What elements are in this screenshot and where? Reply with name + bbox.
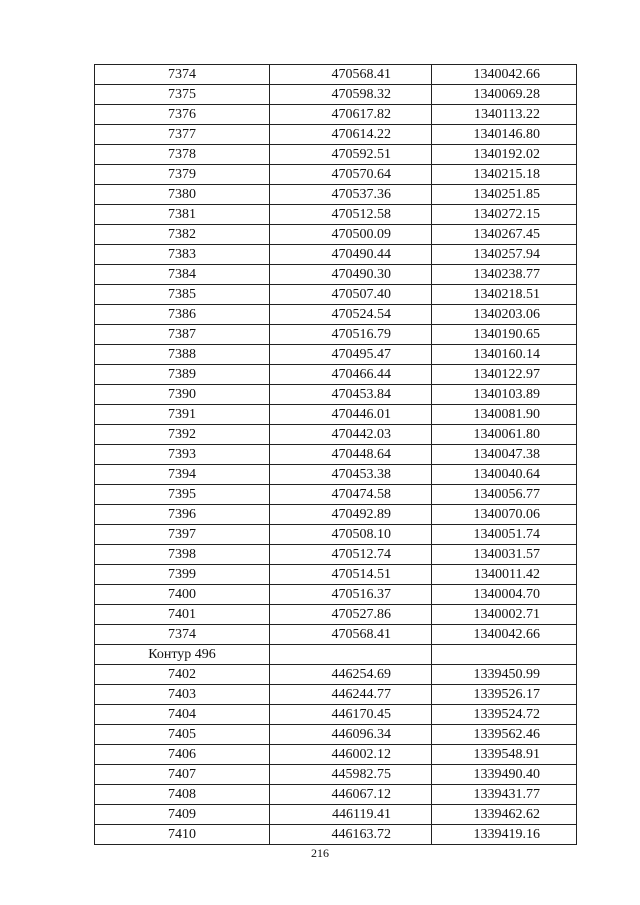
table-row bbox=[95, 665, 577, 685]
y-coordinate-cell: 1340251.85 bbox=[432, 185, 577, 205]
x-coordinate-cell: 470508.10 bbox=[270, 525, 432, 545]
y-coordinate-cell: 1340218.51 bbox=[432, 285, 577, 305]
y-coordinate-cell: 1340002.71 bbox=[432, 605, 577, 625]
table-row bbox=[95, 205, 577, 225]
x-coordinate-cell: 470537.36 bbox=[270, 185, 432, 205]
x-coordinate-cell: 470453.38 bbox=[270, 465, 432, 485]
point-id-cell: 7402 bbox=[95, 665, 270, 685]
y-coordinate-cell: 1340238.77 bbox=[432, 265, 577, 285]
x-coordinate-cell: 470570.64 bbox=[270, 165, 432, 185]
x-coordinate-cell: 446067.12 bbox=[270, 785, 432, 805]
point-id-cell: 7389 bbox=[95, 365, 270, 385]
point-id-cell: 7384 bbox=[95, 265, 270, 285]
point-id-cell: 7378 bbox=[95, 145, 270, 165]
x-coordinate-cell: 470490.44 bbox=[270, 245, 432, 265]
y-coordinate-cell: 1339490.40 bbox=[432, 765, 577, 785]
y-coordinate-cell: 1340051.74 bbox=[432, 525, 577, 545]
table-row bbox=[95, 225, 577, 245]
point-id-cell: 7394 bbox=[95, 465, 270, 485]
point-id-cell: 7400 bbox=[95, 585, 270, 605]
y-coordinate-cell: 1340267.45 bbox=[432, 225, 577, 245]
page-number: 216 bbox=[311, 846, 329, 860]
y-coordinate-cell: 1340146.80 bbox=[432, 125, 577, 145]
x-coordinate-cell: 470568.41 bbox=[270, 65, 432, 85]
x-coordinate-cell: 470514.51 bbox=[270, 565, 432, 585]
table-row bbox=[95, 525, 577, 545]
y-coordinate-cell: 1340047.38 bbox=[432, 445, 577, 465]
point-id-cell: 7410 bbox=[95, 825, 270, 845]
table-row bbox=[95, 125, 577, 145]
y-coordinate-cell: 1340040.64 bbox=[432, 465, 577, 485]
coordinates-table bbox=[94, 64, 577, 845]
table-row bbox=[95, 305, 577, 325]
y-coordinate-cell: 1340160.14 bbox=[432, 345, 577, 365]
point-id-cell: 7392 bbox=[95, 425, 270, 445]
x-coordinate-cell: 470500.09 bbox=[270, 225, 432, 245]
table-row bbox=[95, 485, 577, 505]
point-id-cell: 7403 bbox=[95, 685, 270, 705]
table-row bbox=[95, 585, 577, 605]
point-id-cell: 7381 bbox=[95, 205, 270, 225]
point-id-cell: 7409 bbox=[95, 805, 270, 825]
point-id-cell: 7390 bbox=[95, 385, 270, 405]
y-coordinate-cell: 1340042.66 bbox=[432, 625, 577, 645]
y-coordinate-cell: 1339526.17 bbox=[432, 685, 577, 705]
point-id-cell: 7374 bbox=[95, 65, 270, 85]
point-id-cell: 7388 bbox=[95, 345, 270, 365]
x-coordinate-cell: 470507.40 bbox=[270, 285, 432, 305]
x-coordinate-cell: 470512.58 bbox=[270, 205, 432, 225]
point-id-cell: 7391 bbox=[95, 405, 270, 425]
table-row bbox=[95, 165, 577, 185]
point-id-cell: 7395 bbox=[95, 485, 270, 505]
x-coordinate-cell: 470448.64 bbox=[270, 445, 432, 465]
point-id-cell: 7405 bbox=[95, 725, 270, 745]
y-coordinate-cell: 1339548.91 bbox=[432, 745, 577, 765]
point-id-cell: 7399 bbox=[95, 565, 270, 585]
point-id-cell: 7385 bbox=[95, 285, 270, 305]
table-row bbox=[95, 465, 577, 485]
x-coordinate-cell: 446244.77 bbox=[270, 685, 432, 705]
table-row bbox=[95, 725, 577, 745]
x-coordinate-cell: 470490.30 bbox=[270, 265, 432, 285]
x-coordinate-cell: 470453.84 bbox=[270, 385, 432, 405]
y-coordinate-cell: 1340042.66 bbox=[432, 65, 577, 85]
x-coordinate-cell: 470524.54 bbox=[270, 305, 432, 325]
point-id-cell: 7377 bbox=[95, 125, 270, 145]
y-coordinate-cell: 1339562.46 bbox=[432, 725, 577, 745]
table-row bbox=[95, 705, 577, 725]
point-id-cell: 7404 bbox=[95, 705, 270, 725]
x-coordinate-cell: 446163.72 bbox=[270, 825, 432, 845]
point-id-cell: 7406 bbox=[95, 745, 270, 765]
table-row bbox=[95, 105, 577, 125]
x-coordinate-cell: 470516.37 bbox=[270, 585, 432, 605]
y-coordinate-cell: 1339524.72 bbox=[432, 705, 577, 725]
point-id-cell: 7393 bbox=[95, 445, 270, 465]
point-id-cell: 7376 bbox=[95, 105, 270, 125]
table-row bbox=[95, 625, 577, 645]
empty-cell bbox=[270, 645, 432, 665]
point-id-cell: 7397 bbox=[95, 525, 270, 545]
y-coordinate-cell: 1340190.65 bbox=[432, 325, 577, 345]
coordinates-table-body bbox=[95, 65, 577, 845]
table-row bbox=[95, 245, 577, 265]
x-coordinate-cell: 470466.44 bbox=[270, 365, 432, 385]
y-coordinate-cell: 1340069.28 bbox=[432, 85, 577, 105]
y-coordinate-cell: 1339431.77 bbox=[432, 785, 577, 805]
table-row bbox=[95, 325, 577, 345]
point-id-cell: 7380 bbox=[95, 185, 270, 205]
x-coordinate-cell: 470598.32 bbox=[270, 85, 432, 105]
table-row bbox=[95, 85, 577, 105]
y-coordinate-cell: 1340081.90 bbox=[432, 405, 577, 425]
point-id-cell: 7379 bbox=[95, 165, 270, 185]
table-row bbox=[95, 805, 577, 825]
x-coordinate-cell: 470492.89 bbox=[270, 505, 432, 525]
x-coordinate-cell: 470512.74 bbox=[270, 545, 432, 565]
table-row bbox=[95, 765, 577, 785]
table-row bbox=[95, 545, 577, 565]
x-coordinate-cell: 470617.82 bbox=[270, 105, 432, 125]
x-coordinate-cell: 470474.58 bbox=[270, 485, 432, 505]
table-row bbox=[95, 405, 577, 425]
point-id-cell: 7398 bbox=[95, 545, 270, 565]
table-row bbox=[95, 605, 577, 625]
y-coordinate-cell: 1340215.18 bbox=[432, 165, 577, 185]
point-id-cell: 7408 bbox=[95, 785, 270, 805]
x-coordinate-cell: 446254.69 bbox=[270, 665, 432, 685]
table-row bbox=[95, 365, 577, 385]
table-row bbox=[95, 425, 577, 445]
x-coordinate-cell: 470495.47 bbox=[270, 345, 432, 365]
point-id-cell: 7386 bbox=[95, 305, 270, 325]
x-coordinate-cell: 470442.03 bbox=[270, 425, 432, 445]
x-coordinate-cell: 470527.86 bbox=[270, 605, 432, 625]
table-row bbox=[95, 825, 577, 845]
table-row bbox=[95, 565, 577, 585]
y-coordinate-cell: 1340061.80 bbox=[432, 425, 577, 445]
y-coordinate-cell: 1340070.06 bbox=[432, 505, 577, 525]
y-coordinate-cell: 1340004.70 bbox=[432, 585, 577, 605]
y-coordinate-cell: 1339462.62 bbox=[432, 805, 577, 825]
y-coordinate-cell: 1339450.99 bbox=[432, 665, 577, 685]
y-coordinate-cell: 1340031.57 bbox=[432, 545, 577, 565]
table-row bbox=[95, 285, 577, 305]
point-id-cell: 7383 bbox=[95, 245, 270, 265]
table-row bbox=[95, 445, 577, 465]
table-row bbox=[95, 185, 577, 205]
empty-cell bbox=[432, 645, 577, 665]
table-row bbox=[95, 785, 577, 805]
x-coordinate-cell: 446096.34 bbox=[270, 725, 432, 745]
point-id-cell: 7374 bbox=[95, 625, 270, 645]
table-row bbox=[95, 505, 577, 525]
y-coordinate-cell: 1340272.15 bbox=[432, 205, 577, 225]
table-row bbox=[95, 65, 577, 85]
x-coordinate-cell: 470516.79 bbox=[270, 325, 432, 345]
y-coordinate-cell: 1340103.89 bbox=[432, 385, 577, 405]
point-id-cell: 7396 bbox=[95, 505, 270, 525]
table-row bbox=[95, 745, 577, 765]
point-id-cell: 7382 bbox=[95, 225, 270, 245]
y-coordinate-cell: 1340192.02 bbox=[432, 145, 577, 165]
table-row bbox=[95, 685, 577, 705]
point-id-cell: 7387 bbox=[95, 325, 270, 345]
x-coordinate-cell: 446119.41 bbox=[270, 805, 432, 825]
y-coordinate-cell: 1340203.06 bbox=[432, 305, 577, 325]
x-coordinate-cell: 470446.01 bbox=[270, 405, 432, 425]
section-label: Контур 496 bbox=[95, 645, 270, 665]
table-row bbox=[95, 385, 577, 405]
table-row bbox=[95, 265, 577, 285]
y-coordinate-cell: 1340122.97 bbox=[432, 365, 577, 385]
point-id-cell: 7401 bbox=[95, 605, 270, 625]
x-coordinate-cell: 446002.12 bbox=[270, 745, 432, 765]
section-header-row bbox=[95, 645, 577, 665]
y-coordinate-cell: 1340011.42 bbox=[432, 565, 577, 585]
x-coordinate-cell: 470614.22 bbox=[270, 125, 432, 145]
y-coordinate-cell: 1340257.94 bbox=[432, 245, 577, 265]
point-id-cell: 7407 bbox=[95, 765, 270, 785]
table-row bbox=[95, 345, 577, 365]
y-coordinate-cell: 1340113.22 bbox=[432, 105, 577, 125]
y-coordinate-cell: 1339419.16 bbox=[432, 825, 577, 845]
x-coordinate-cell: 446170.45 bbox=[270, 705, 432, 725]
x-coordinate-cell: 445982.75 bbox=[270, 765, 432, 785]
y-coordinate-cell: 1340056.77 bbox=[432, 485, 577, 505]
x-coordinate-cell: 470568.41 bbox=[270, 625, 432, 645]
table-row bbox=[95, 145, 577, 165]
x-coordinate-cell: 470592.51 bbox=[270, 145, 432, 165]
point-id-cell: 7375 bbox=[95, 85, 270, 105]
